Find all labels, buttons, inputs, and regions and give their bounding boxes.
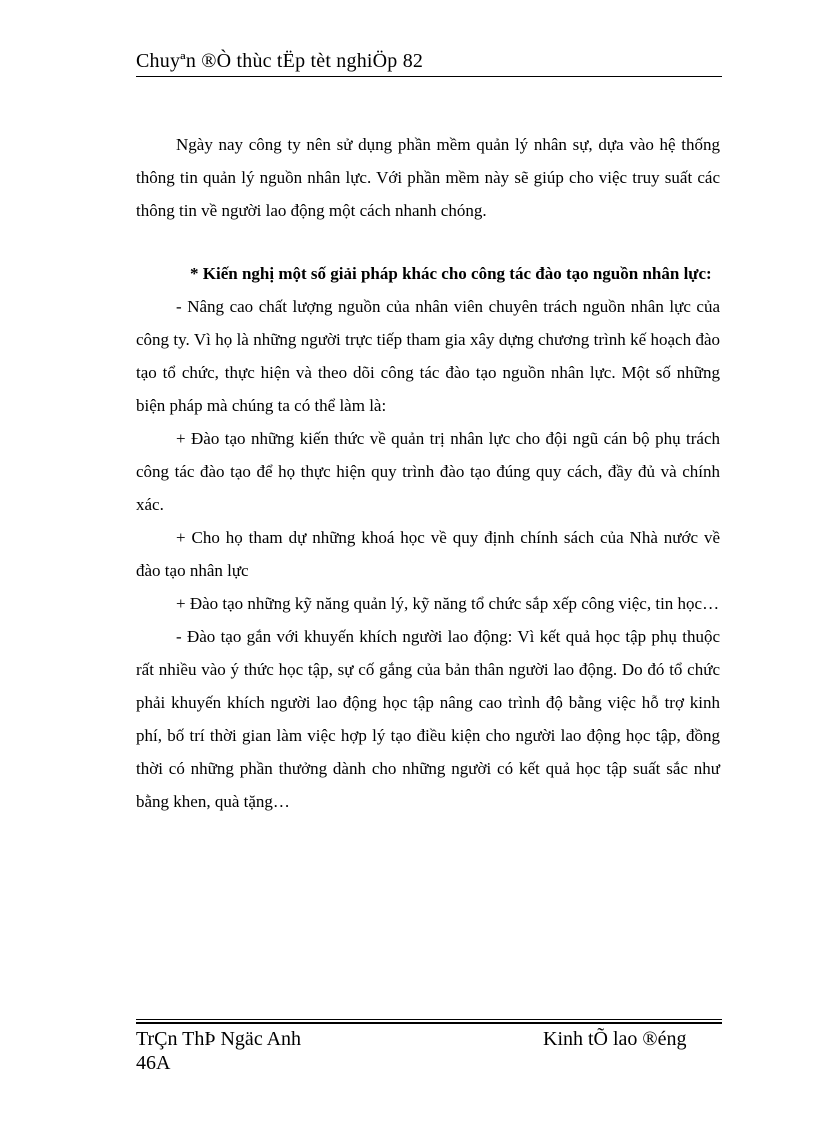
paragraph-1: Ngày nay công ty nên sử dụng phần mềm quản lý nhân sự, dựa vào hệ thống thông tin quản lý nguồn nhân lực. Với phần mềm này sẽ giúp cho việc truy suất các thông tin về người lao động một cách nhanh chóng.: [136, 135, 720, 220]
footer-author: [136, 1027, 301, 1075]
footer-department: Kinh tÕ lao ®éng: [543, 1028, 687, 1050]
footer-author-name: TrÇn ThÞ Ngäc Anh: [136, 1028, 302, 1050]
footer-divider-top: [136, 1019, 722, 1020]
footer-author-class: 46A: [136, 1052, 171, 1074]
paragraph-5: + Đào tạo những kỹ năng quản lý, kỹ năng tổ chức sắp xếp công việc, tin học…: [176, 594, 720, 613]
header-title: Chuyªn ®Ò thùc tËp tèt nghiÖp 82: [136, 50, 424, 72]
page-header: [136, 48, 722, 77]
section-heading: * Kiến nghị một số giải pháp khác cho công tác đào tạo nguồn nhân lực:: [190, 264, 712, 283]
document-body: [136, 128, 720, 818]
paragraph-4: + Cho họ tham dự những khoá học về quy định chính sách của Nhà nước về đào tạo nhân lực: [136, 528, 720, 580]
paragraph-2: - Nâng cao chất lượng nguồn của nhân viên chuyên trách nguồn nhân lực của công ty. Vì họ là những người trực tiếp tham gia xây dựng chương trình kế hoạch đào tạo tổ chức, thực hiện và theo dõi công tác đào tạo nguồn nhân lực. Một số những biện pháp mà chúng ta có thể làm là:: [136, 297, 720, 415]
paragraph-3: + Đào tạo những kiến thức về quản trị nhân lực cho đội ngũ cán bộ phụ trách công tác đào tạo để họ thực hiện quy trình đào tạo đúng quy cách, đầy đủ và chính xác.: [136, 429, 720, 514]
footer-divider-bottom: [136, 1022, 722, 1024]
paragraph-6: - Đào tạo gắn với khuyến khích người lao động: Vì kết quả học tập phụ thuộc rất nhiều vào ý thức học tập, sự cố gắng của bản thân người lao động. Do đó tổ chức phải khuyến khích người lao động học tập nâng cao trình độ bằng việc hỗ trợ kinh phí, bố trí thời gian làm việc hợp lý tạo điều kiện cho người lao động học tập, đồng thời có những phần thưởng dành cho những người có kết quả học tập suất sắc như bằng khen, quà tặng…: [136, 627, 720, 811]
